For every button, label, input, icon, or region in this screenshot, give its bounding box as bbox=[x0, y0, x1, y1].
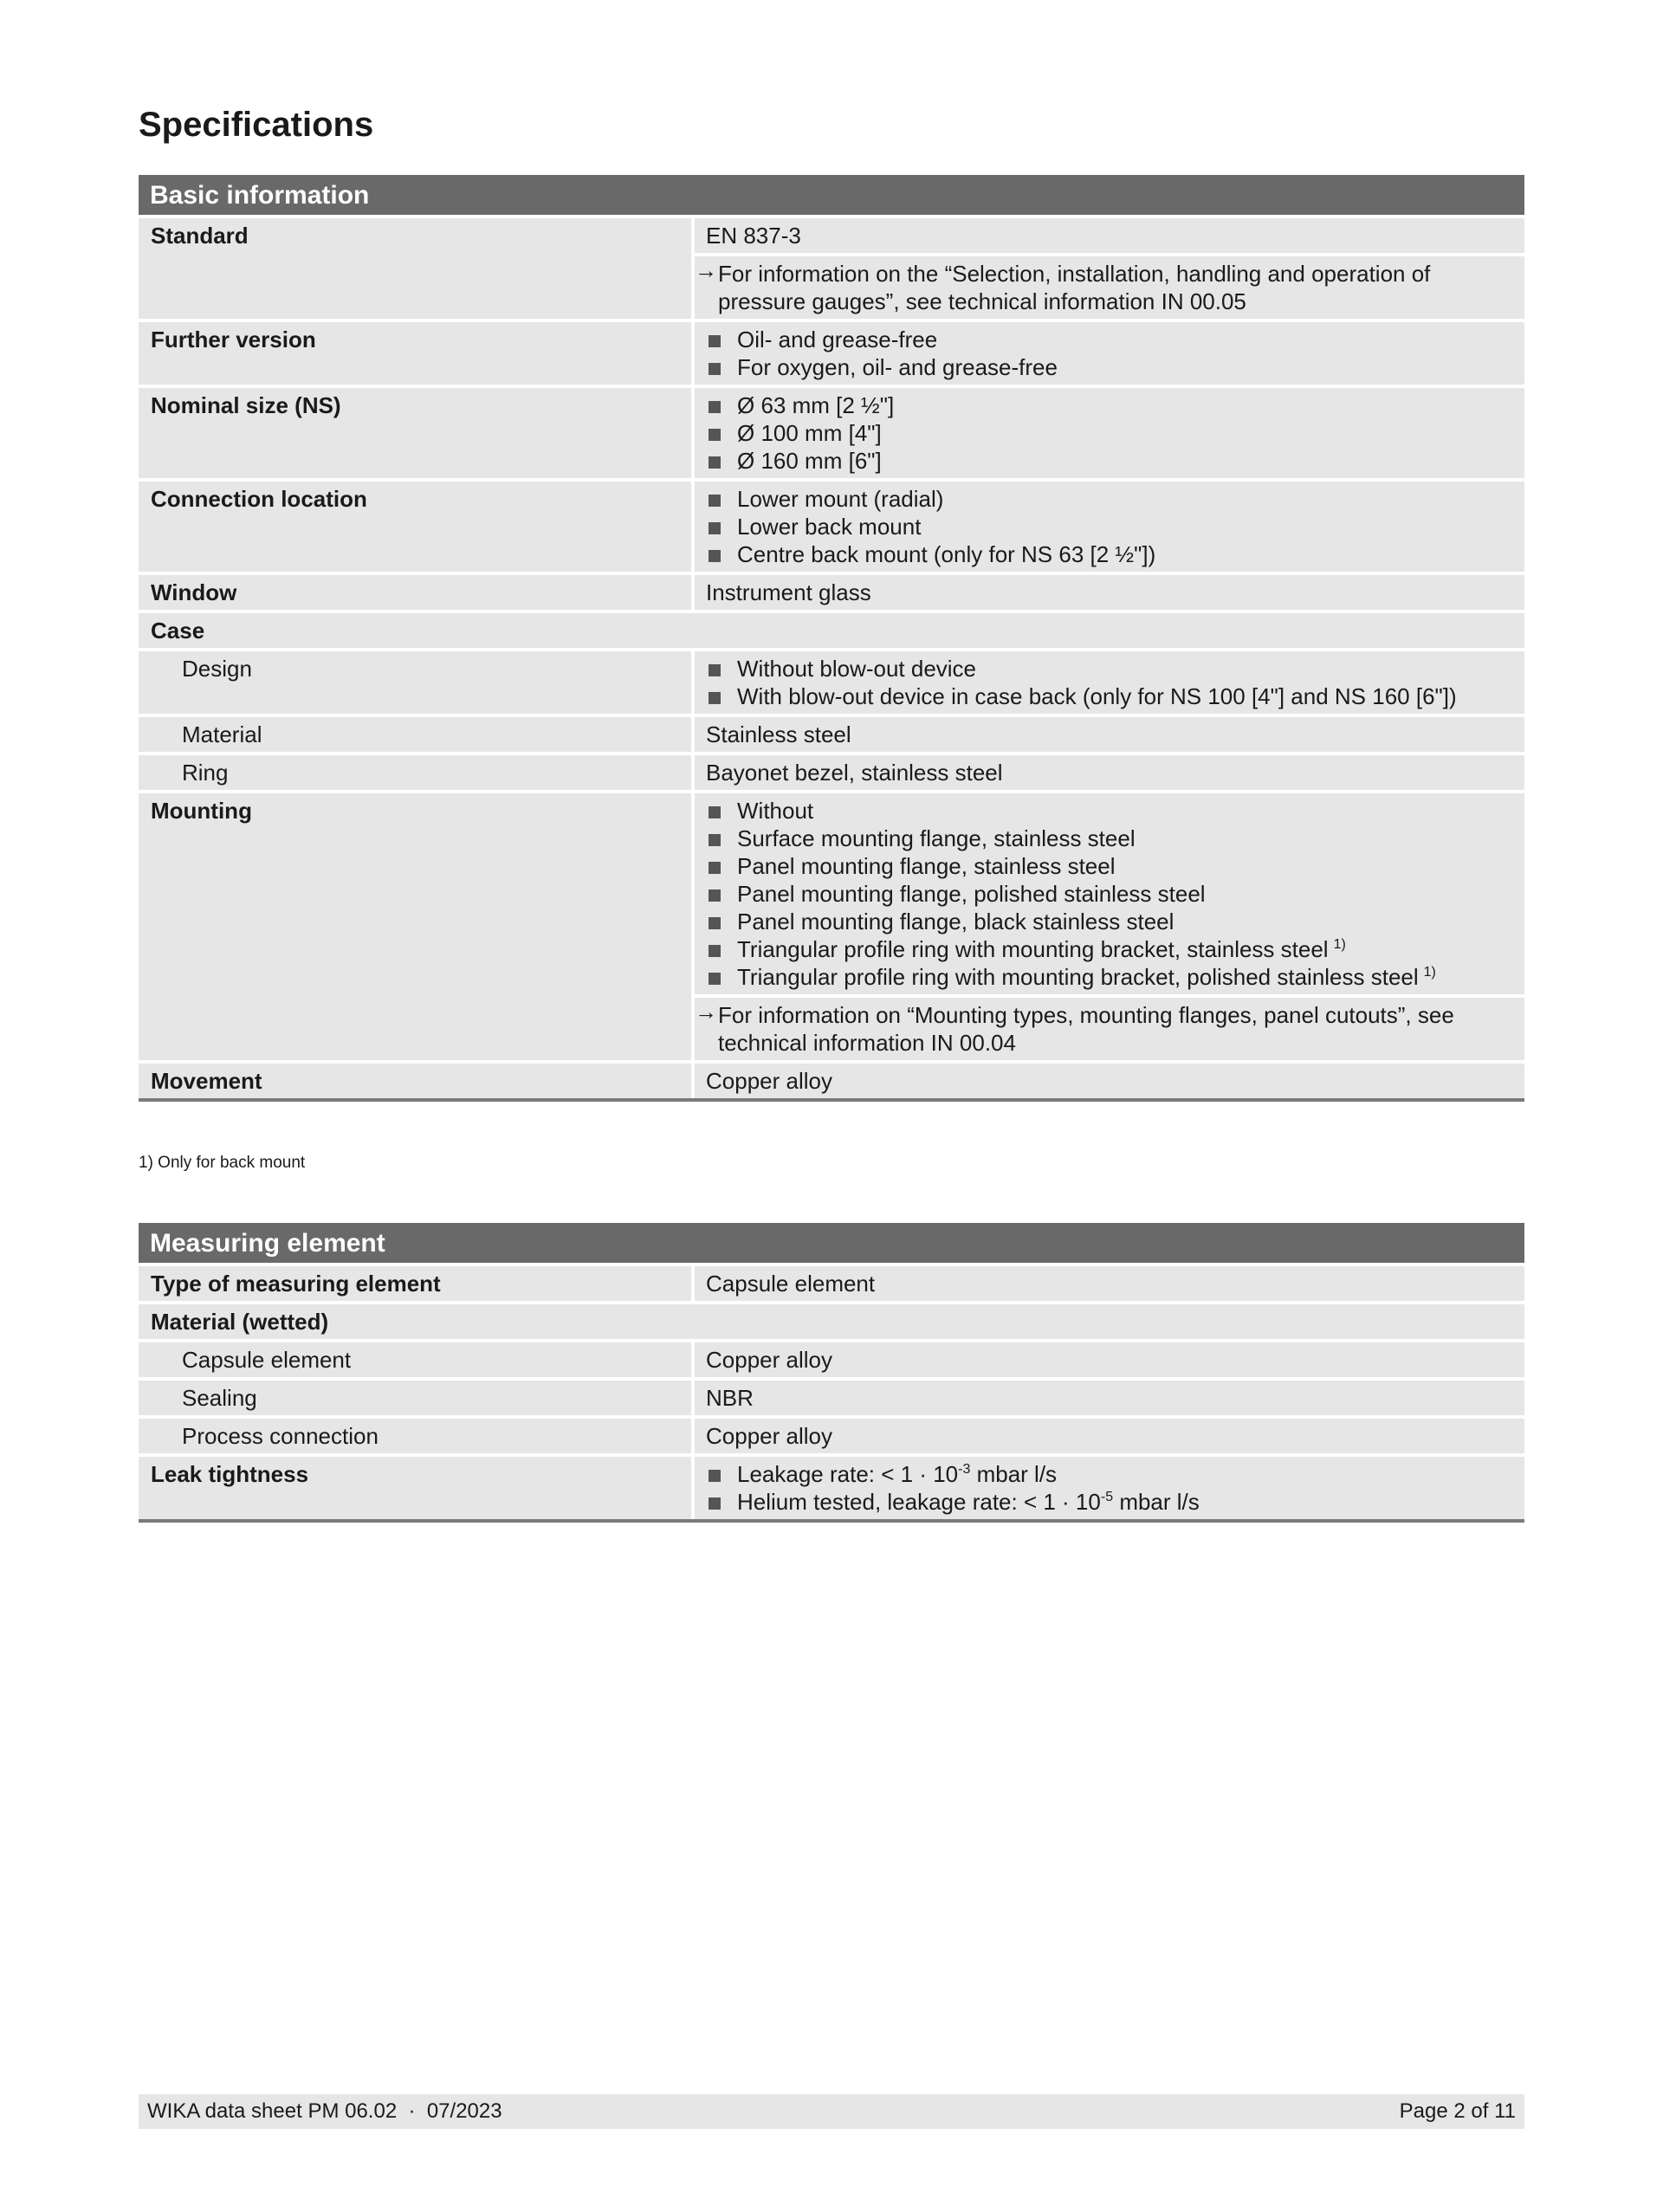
leak-rate-exponent: -3 bbox=[958, 1462, 971, 1477]
row-case bbox=[139, 613, 1524, 648]
further-version-value bbox=[695, 322, 1524, 385]
case-ring-value: Bayonet bezel, stainless steel bbox=[695, 755, 1524, 790]
list-item: Ø 63 mm [2 ½"] bbox=[706, 391, 1513, 419]
list-item: Lower mount (radial) bbox=[706, 485, 1513, 513]
connection-location-list bbox=[706, 485, 1513, 568]
type-value: Capsule element bbox=[695, 1266, 1524, 1301]
footnote: 1) Only for back mount bbox=[139, 1154, 306, 1172]
row-case-design bbox=[139, 651, 1524, 714]
row-mounting bbox=[139, 793, 1524, 1060]
capsule-element-value: Copper alloy bbox=[695, 1342, 1524, 1377]
standard-value: EN 837-3 bbox=[695, 218, 1524, 253]
list-item: Lower back mount bbox=[706, 513, 1513, 540]
helium-rate-unit: mbar l/s bbox=[1113, 1489, 1200, 1515]
case-design-value bbox=[695, 651, 1524, 714]
case-design-list bbox=[706, 655, 1513, 710]
list-item: Ø 160 mm [6"] bbox=[706, 447, 1513, 475]
connection-location-label: Connection location bbox=[139, 482, 691, 572]
row-material-wetted bbox=[139, 1304, 1524, 1339]
arrow-right-icon: → bbox=[695, 999, 717, 1025]
list-item: Ø 100 mm [4"] bbox=[706, 419, 1513, 447]
mounting-list bbox=[706, 797, 1513, 991]
measuring-element-table bbox=[139, 1223, 1524, 1523]
row-leak-tightness bbox=[139, 1457, 1524, 1519]
list-item: Without blow-out device bbox=[706, 655, 1513, 682]
further-version-label: Further version bbox=[139, 322, 691, 385]
list-item bbox=[706, 963, 1513, 991]
helium-rate-text: Helium tested, leakage rate: < 1 · 10 bbox=[737, 1489, 1101, 1515]
leak-tightness-label: Leak tightness bbox=[139, 1457, 691, 1519]
further-version-list bbox=[706, 326, 1513, 381]
list-item: Without bbox=[706, 797, 1513, 825]
row-case-material bbox=[139, 717, 1524, 752]
type-label: Type of measuring element bbox=[139, 1266, 691, 1301]
nominal-size-value bbox=[695, 388, 1524, 478]
nominal-size-list bbox=[706, 391, 1513, 475]
capsule-element-label: Capsule element bbox=[139, 1342, 691, 1377]
row-sealing bbox=[139, 1381, 1524, 1415]
nominal-size-label: Nominal size (NS) bbox=[139, 388, 691, 478]
mounting-note-text: For information on “Mounting types, mounting flanges, panel cutouts”, see technical information IN 00.04 bbox=[718, 1002, 1454, 1056]
leak-tightness-list bbox=[706, 1460, 1513, 1516]
list-item: Oil- and grease-free bbox=[706, 326, 1513, 353]
row-movement bbox=[139, 1064, 1524, 1098]
standard-label: Standard bbox=[139, 218, 691, 319]
row-further-version bbox=[139, 322, 1524, 385]
standard-note bbox=[695, 256, 1524, 319]
page-footer bbox=[139, 2094, 1524, 2129]
case-ring-label: Ring bbox=[139, 755, 691, 790]
process-connection-label: Process connection bbox=[139, 1419, 691, 1453]
footnote-ref: 1) bbox=[1333, 937, 1346, 952]
arrow-right-icon: → bbox=[695, 257, 717, 283]
row-type-of-measuring-element bbox=[139, 1266, 1524, 1301]
list-item: Surface mounting flange, stainless steel bbox=[706, 825, 1513, 852]
leak-tightness-value bbox=[695, 1457, 1524, 1519]
list-item-text: Triangular profile ring with mounting bracket, stainless steel bbox=[737, 936, 1329, 962]
mounting-label: Mounting bbox=[139, 793, 691, 1060]
row-capsule-element bbox=[139, 1342, 1524, 1377]
list-item: Panel mounting flange, stainless steel bbox=[706, 852, 1513, 880]
row-window bbox=[139, 575, 1524, 610]
row-process-connection bbox=[139, 1419, 1524, 1453]
standard-values bbox=[695, 218, 1524, 319]
row-connection-location bbox=[139, 482, 1524, 572]
list-item: Centre back mount (only for NS 63 [2 ½"]) bbox=[706, 540, 1513, 568]
movement-label: Movement bbox=[139, 1064, 691, 1098]
mounting-value bbox=[695, 793, 1524, 994]
list-item: Panel mounting flange, polished stainless steel bbox=[706, 880, 1513, 908]
case-design-label: Design bbox=[139, 651, 691, 714]
process-connection-value: Copper alloy bbox=[695, 1419, 1524, 1453]
standard-note-text: For information on the “Selection, installation, handling and operation of pressure gauges”, see technical information IN 00.05 bbox=[718, 261, 1431, 314]
row-case-ring bbox=[139, 755, 1524, 790]
page-title: Specifications bbox=[139, 106, 374, 144]
movement-value: Copper alloy bbox=[695, 1064, 1524, 1098]
case-material-value: Stainless steel bbox=[695, 717, 1524, 752]
sealing-label: Sealing bbox=[139, 1381, 691, 1415]
mounting-note bbox=[695, 998, 1524, 1060]
material-wetted-label: Material (wetted) bbox=[139, 1304, 1524, 1339]
leak-rate-unit: mbar l/s bbox=[970, 1461, 1058, 1487]
list-item: For oxygen, oil- and grease-free bbox=[706, 353, 1513, 381]
footer-page-number: Page 2 of 11 bbox=[1399, 2099, 1516, 2123]
list-item bbox=[706, 935, 1513, 963]
footnote-ref: 1) bbox=[1423, 965, 1436, 980]
measuring-element-header: Measuring element bbox=[139, 1223, 1524, 1263]
helium-rate-exponent: -5 bbox=[1100, 1490, 1114, 1504]
connection-location-value bbox=[695, 482, 1524, 572]
row-nominal-size bbox=[139, 388, 1524, 478]
list-item: With blow-out device in case back (only for NS 100 [4"] and NS 160 [6"]) bbox=[706, 682, 1513, 710]
row-standard bbox=[139, 218, 1524, 319]
leak-rate-text: Leakage rate: < 1 · 10 bbox=[737, 1461, 959, 1487]
sealing-value: NBR bbox=[695, 1381, 1524, 1415]
list-item bbox=[706, 1460, 1513, 1488]
window-label: Window bbox=[139, 575, 691, 610]
list-item: Panel mounting flange, black stainless steel bbox=[706, 908, 1513, 935]
footer-document-id: WIKA data sheet PM 06.02 · 07/2023 bbox=[147, 2099, 502, 2123]
list-item-text: Triangular profile ring with mounting bracket, polished stainless steel bbox=[737, 964, 1419, 990]
list-item bbox=[706, 1488, 1513, 1516]
basic-information-table bbox=[139, 175, 1524, 1102]
case-material-label: Material bbox=[139, 717, 691, 752]
window-value: Instrument glass bbox=[695, 575, 1524, 610]
case-label: Case bbox=[139, 613, 1524, 648]
basic-information-header: Basic information bbox=[139, 175, 1524, 215]
